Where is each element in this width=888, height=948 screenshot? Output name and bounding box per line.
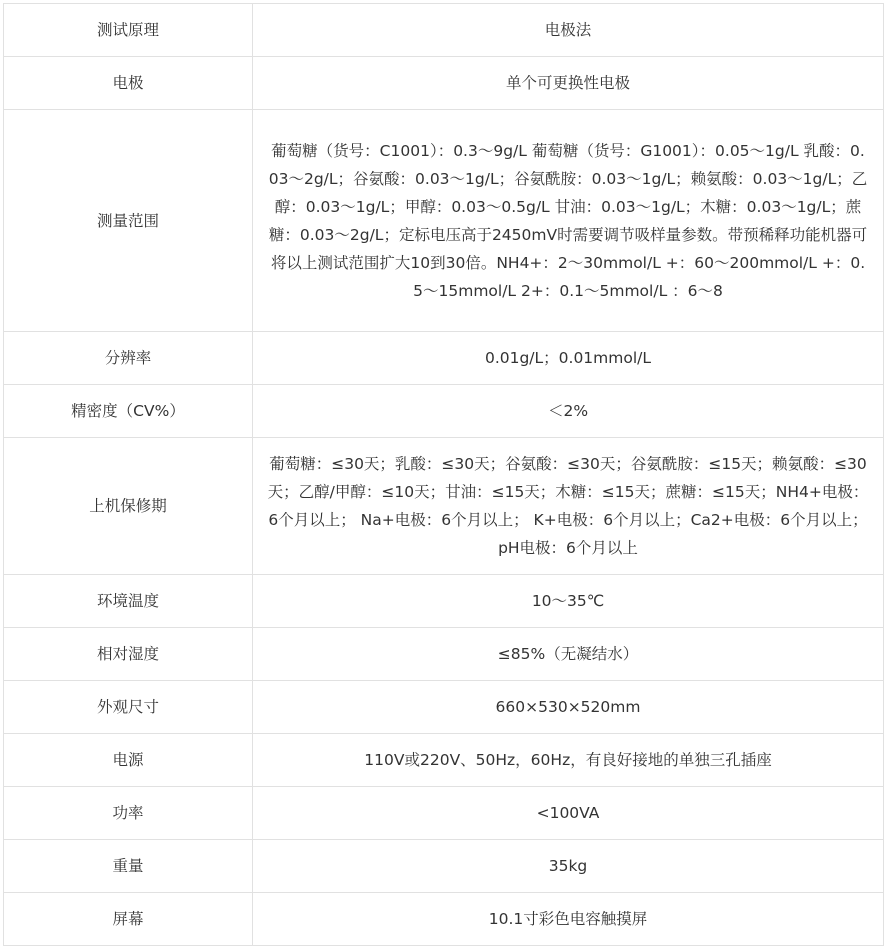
row-label: 功率 <box>4 787 253 840</box>
table-row <box>4 385 884 438</box>
table-row <box>4 893 884 946</box>
row-value: 葡萄糖：≤30天；乳酸：≤30天；谷氨酸：≤30天；谷氨酰胺：≤15天；赖氨酸：≤30天；乙醇/甲醇：≤10天；甘油：≤15天；木糖：≤15天；蔗糖：≤15天；NH4+电极：6个月以上； Na+电极：6个月以上； K+电极：6个月以上；Ca2+电极：6个月以上；pH电极：6个月以上 <box>253 438 884 575</box>
row-value: 10.1寸彩色电容触摸屏 <box>253 893 884 946</box>
table-row <box>4 438 884 575</box>
row-value: 电极法 <box>253 4 884 57</box>
row-value: 35kg <box>253 840 884 893</box>
row-label: 外观尺寸 <box>4 681 253 734</box>
row-label: 重量 <box>4 840 253 893</box>
table-row <box>4 332 884 385</box>
row-label: 上机保修期 <box>4 438 253 575</box>
row-label: 电极 <box>4 57 253 110</box>
row-value: ≤85%（无凝结水） <box>253 628 884 681</box>
row-value: 单个可更换性电极 <box>253 57 884 110</box>
row-label: 相对湿度 <box>4 628 253 681</box>
row-label: 屏幕 <box>4 893 253 946</box>
table-row <box>4 840 884 893</box>
table-row <box>4 734 884 787</box>
row-value: 660×530×520mm <box>253 681 884 734</box>
row-label: 分辨率 <box>4 332 253 385</box>
table-row <box>4 4 884 57</box>
row-value: 110V或220V、50Hz，60Hz，有良好接地的单独三孔插座 <box>253 734 884 787</box>
row-label: 测量范围 <box>4 110 253 332</box>
spec-table <box>3 3 884 946</box>
table-row <box>4 628 884 681</box>
row-value: 葡萄糖（货号：C1001）：0.3～9g/L 葡萄糖（货号：G1001）：0.05～1g/L 乳酸：0.03～2g/L；谷氨酸：0.03～1g/L；谷氨酰胺：0.03～1g/L；赖氨酸：0.03～1g/L；乙醇：0.03～1g/L；甲醇：0.03～0.5g/L 甘油：0.03～1g/L；木糖：0.03～1g/L；蔗糖：0.03～2g/L；定标电压高于2450mV时需要调节吸样量参数。带预稀释功能机器可将以上测试范围扩大10到30倍。NH4+：2～30mmol/L +：60～200mmol/L +：0.5～15mmol/L 2+：0.1～5mmol/L ：6～8 <box>253 110 884 332</box>
table-row <box>4 110 884 332</box>
row-label: 测试原理 <box>4 4 253 57</box>
row-label: 电源 <box>4 734 253 787</box>
table-row <box>4 57 884 110</box>
row-value: 10～35℃ <box>253 575 884 628</box>
row-value: 0.01g/L；0.01mmol/L <box>253 332 884 385</box>
row-value: <100VA <box>253 787 884 840</box>
table-row <box>4 787 884 840</box>
row-label: 精密度（CV%） <box>4 385 253 438</box>
row-value: ＜2% <box>253 385 884 438</box>
table-row <box>4 681 884 734</box>
row-label: 环境温度 <box>4 575 253 628</box>
table-row <box>4 575 884 628</box>
